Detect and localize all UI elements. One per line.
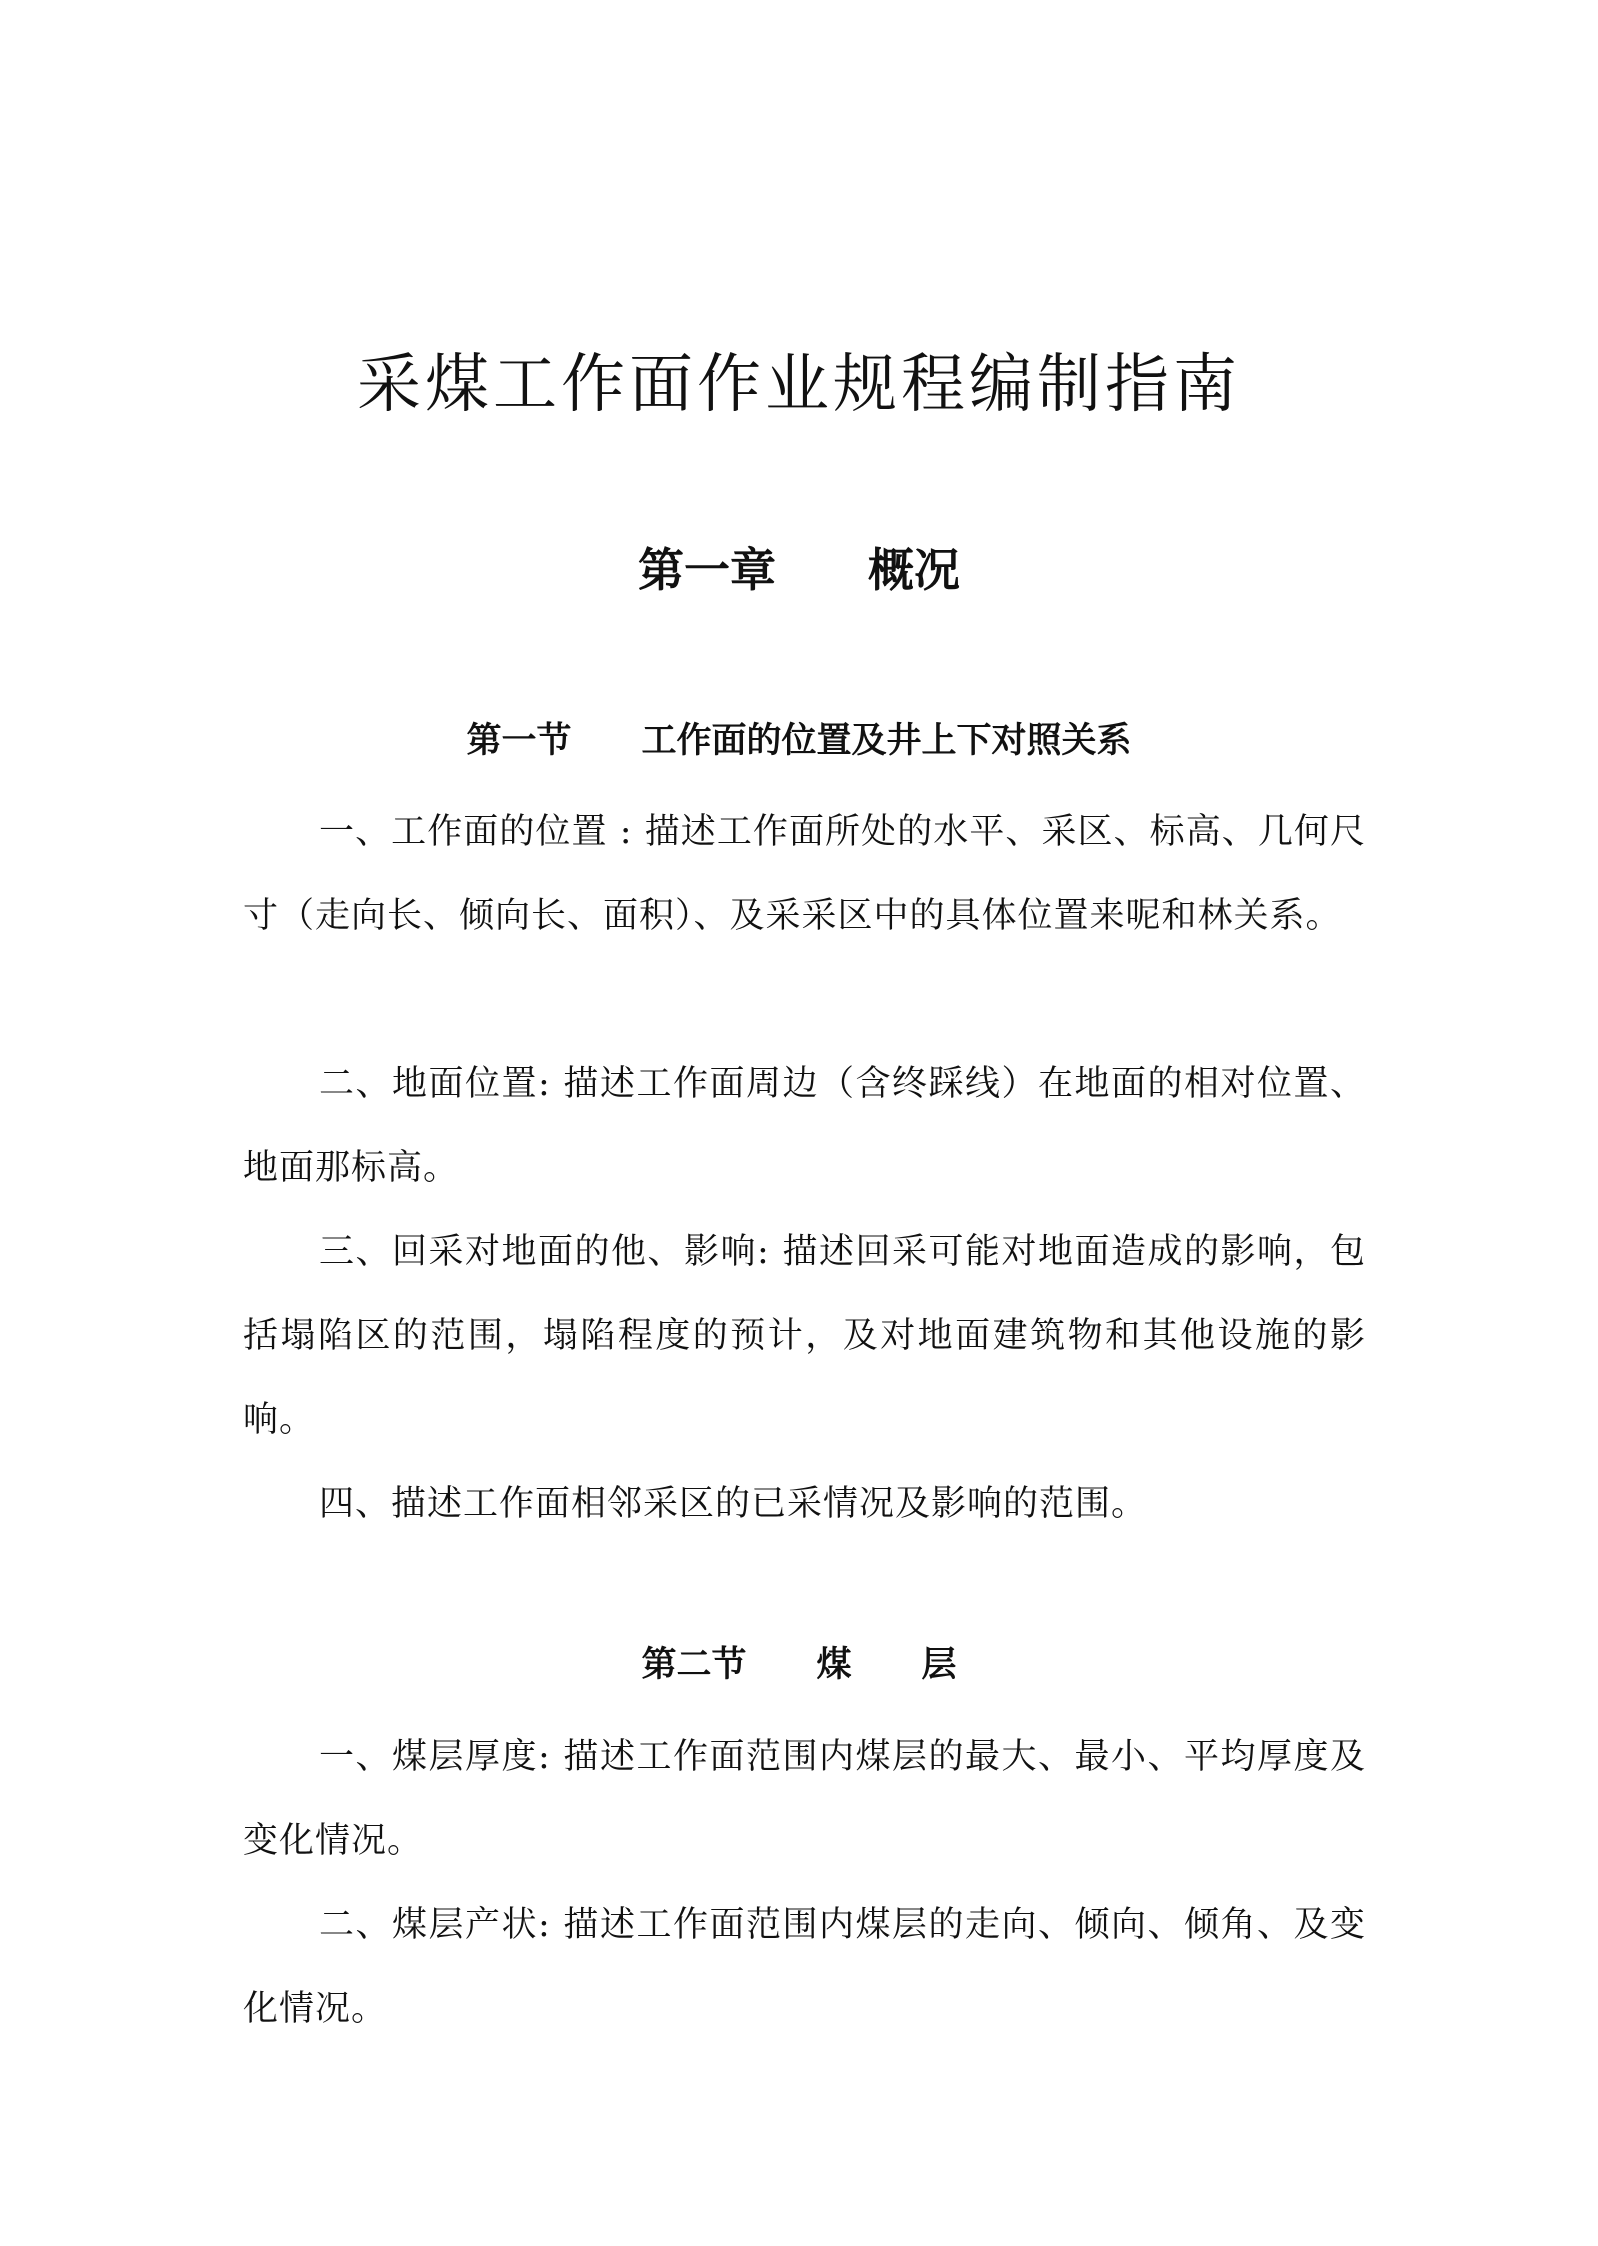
paragraph-work-face-position: 一、工作面的位置 : 描述工作面所处的水平、采区、标高、几何尺寸（走向长、倾向长、面积）、及采采区中的具体位置来呢和林关系。 — [243, 812, 1366, 936]
chapter-heading: 第一章 概况 — [638, 543, 960, 597]
document-title: 采煤工作面作业规程编制指南 — [357, 348, 1241, 422]
paragraph-seam-thickness: 一、煤层厚度: 描述工作面范围内煤层的最大、最小、平均厚度及变化情况。 — [243, 1737, 1366, 1861]
paragraph-seam-attitude: 二、煤层产状: 描述工作面范围内煤层的走向、倾向、倾角、及变化情况。 — [243, 1905, 1366, 2029]
paragraph-adjacent-areas: 四、描述工作面相邻采区的已采情况及影响的范围。 — [319, 1484, 1148, 1524]
section-heading-2: 第二节 煤 层 — [641, 1644, 957, 1685]
section-heading-1: 第一节 工作面的位置及井上下对照关系 — [466, 720, 1132, 761]
paragraph-ground-position: 二、地面位置: 描述工作面周边（含终踩线）在地面的相对位置、地面那标高。 — [243, 1064, 1366, 1188]
paragraph-ground-impact: 三、回采对地面的他、影响: 描述回采可能对地面造成的影响，包括塌陷区的范围，塌陷程度的预计，及对地面建筑物和其他设施的影响。 — [243, 1232, 1366, 1440]
